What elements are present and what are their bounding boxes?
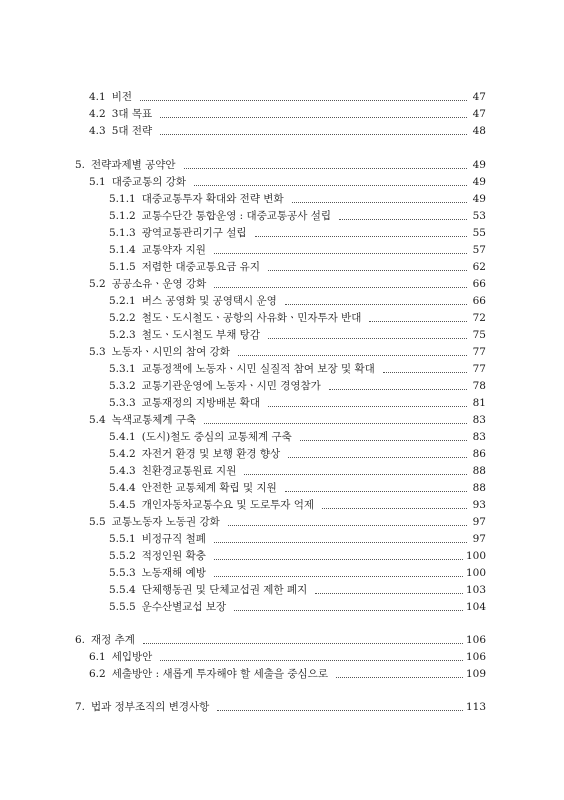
toc-page-number: 109 bbox=[465, 668, 486, 680]
toc-entry[interactable] bbox=[0, 276, 564, 292]
toc-leader bbox=[383, 371, 467, 373]
toc-entry[interactable] bbox=[0, 582, 564, 598]
toc-page-number: 66 bbox=[472, 278, 486, 290]
toc-number: 5.4.4 bbox=[109, 482, 136, 494]
toc-title: 5대 전략 bbox=[111, 125, 153, 137]
toc-leader bbox=[292, 201, 467, 203]
toc-number: 5.5.2 bbox=[109, 550, 136, 562]
toc-page-number: 88 bbox=[472, 482, 486, 494]
toc-page-number: 48 bbox=[472, 125, 486, 137]
toc-leader bbox=[285, 303, 467, 305]
toc-number: 5.4.2 bbox=[109, 448, 136, 460]
toc-leader bbox=[339, 218, 467, 220]
toc-entry[interactable] bbox=[0, 327, 564, 343]
toc-entry[interactable] bbox=[0, 242, 564, 258]
toc-entry[interactable] bbox=[0, 293, 564, 309]
toc-page-number: 104 bbox=[465, 601, 486, 613]
toc-number: 5. bbox=[75, 159, 86, 171]
toc-leader bbox=[255, 235, 468, 237]
toc-title: 노동재해 예방 bbox=[141, 567, 206, 579]
toc-title: 교통정책에 노동자ㆍ시민 실질적 참여 보장 및 확대 bbox=[141, 363, 375, 375]
toc-number: 5.2.1 bbox=[109, 295, 136, 307]
toc-title: 운수산별교섭 보장 bbox=[141, 601, 227, 613]
toc-number: 5.1.5 bbox=[109, 261, 136, 273]
toc-entry[interactable] bbox=[0, 463, 564, 479]
toc-title: 교통노동자 노동권 강화 bbox=[111, 516, 220, 528]
toc-leader bbox=[228, 524, 467, 526]
toc-page-number: 100 bbox=[465, 567, 486, 579]
toc-entry[interactable] bbox=[0, 361, 564, 377]
toc-leader bbox=[336, 676, 463, 678]
toc-title: 교통수단간 통합운영 : 대중교통공사 설립 bbox=[141, 210, 332, 222]
toc-page-number: 106 bbox=[465, 634, 486, 646]
toc-entry[interactable] bbox=[0, 157, 564, 173]
toc-title: 교통약자 지원 bbox=[141, 244, 206, 256]
toc-page-number: 93 bbox=[472, 499, 486, 511]
toc-leader bbox=[369, 320, 467, 322]
toc-number: 4.3 bbox=[89, 125, 106, 137]
toc-page-number: 100 bbox=[465, 550, 486, 562]
toc-title: 버스 공영화 및 공영택시 운영 bbox=[141, 295, 277, 307]
toc-number: 5.5 bbox=[89, 516, 106, 528]
toc-leader bbox=[184, 167, 467, 169]
toc-number: 7. bbox=[75, 701, 86, 713]
toc-page-number: 88 bbox=[472, 465, 486, 477]
toc-leader bbox=[140, 99, 467, 101]
toc-title: 대중교통투자 확대와 전략 변화 bbox=[141, 193, 284, 205]
toc-number: 5.3 bbox=[89, 346, 106, 358]
toc-leader bbox=[329, 388, 467, 390]
toc-title: 재정 추계 bbox=[91, 634, 135, 646]
toc-page-number: 47 bbox=[472, 108, 486, 120]
toc-number: 5.1 bbox=[89, 176, 106, 188]
toc-title: 철도ㆍ도시철도ㆍ공항의 사유화ㆍ민자투자 반대 bbox=[141, 312, 362, 324]
toc-title: 광역교통관리기구 설립 bbox=[141, 227, 247, 239]
toc-number: 5.4.5 bbox=[109, 499, 136, 511]
toc-entry[interactable] bbox=[0, 446, 564, 462]
toc-leader bbox=[214, 252, 467, 254]
toc-page-number: 78 bbox=[472, 380, 486, 392]
toc-title: 교통기관운영에 노동자ㆍ시민 경영참가 bbox=[141, 380, 321, 392]
toc-entry[interactable] bbox=[0, 497, 564, 513]
toc-entry[interactable] bbox=[0, 259, 564, 275]
toc-number: 5.5.3 bbox=[109, 567, 136, 579]
toc-entry[interactable] bbox=[0, 395, 564, 411]
toc-leader bbox=[268, 405, 467, 407]
toc-entry[interactable] bbox=[0, 649, 564, 665]
toc-number: 5.5.4 bbox=[109, 584, 136, 596]
toc-leader bbox=[315, 592, 463, 594]
toc-entry[interactable] bbox=[0, 310, 564, 326]
toc-number: 5.5.5 bbox=[109, 601, 136, 613]
toc-title: 세입방안 bbox=[111, 651, 153, 663]
toc-number: 6.2 bbox=[89, 668, 106, 680]
toc-number: 5.5.1 bbox=[109, 533, 136, 545]
toc-title: 철도ㆍ도시철도 부채 탕감 bbox=[141, 329, 260, 341]
toc-title: 공공소유ㆍ운영 강화 bbox=[111, 278, 207, 290]
toc-title: 법과 정부조직의 변경사항 bbox=[91, 701, 210, 713]
toc-page-number: 72 bbox=[472, 312, 486, 324]
toc-leader bbox=[143, 642, 463, 644]
toc-entry[interactable] bbox=[0, 225, 564, 241]
toc-leader bbox=[160, 133, 467, 135]
toc-page-number: 57 bbox=[472, 244, 486, 256]
toc-leader bbox=[288, 456, 467, 458]
toc-number: 5.4.1 bbox=[109, 431, 136, 443]
toc-page-number: 77 bbox=[472, 363, 486, 375]
toc-number: 5.1.1 bbox=[109, 193, 136, 205]
toc-title: 교통재정의 지방배분 확대 bbox=[141, 397, 260, 409]
toc-number: 6. bbox=[75, 634, 86, 646]
toc-entry[interactable] bbox=[0, 106, 564, 122]
toc-page-number: 75 bbox=[472, 329, 486, 341]
toc-number: 5.1.3 bbox=[109, 227, 136, 239]
toc-entry[interactable] bbox=[0, 699, 564, 715]
toc-number: 5.4 bbox=[89, 414, 106, 426]
toc-entry[interactable] bbox=[0, 208, 564, 224]
toc-page-number: 66 bbox=[472, 295, 486, 307]
toc-leader bbox=[234, 609, 463, 611]
toc-entry[interactable] bbox=[0, 599, 564, 615]
toc-number: 5.2.2 bbox=[109, 312, 136, 324]
toc-page-number: 49 bbox=[472, 159, 486, 171]
toc-leader bbox=[214, 558, 463, 560]
toc-number: 5.2.3 bbox=[109, 329, 136, 341]
toc-entry[interactable] bbox=[0, 344, 564, 360]
toc-number: 5.2 bbox=[89, 278, 106, 290]
toc-page-number: 55 bbox=[472, 227, 486, 239]
toc-page-number: 83 bbox=[472, 414, 486, 426]
toc-title: 자전거 환경 및 보행 환경 향상 bbox=[141, 448, 281, 460]
toc-entry[interactable] bbox=[0, 632, 564, 648]
toc-leader bbox=[244, 473, 467, 475]
toc-page-number: 49 bbox=[472, 176, 486, 188]
toc-number: 5.3.3 bbox=[109, 397, 136, 409]
toc-page-number: 47 bbox=[472, 91, 486, 103]
toc-entry[interactable] bbox=[0, 89, 564, 105]
toc-leader bbox=[285, 490, 467, 492]
toc-page-number: 49 bbox=[472, 193, 486, 205]
toc-entry[interactable] bbox=[0, 378, 564, 394]
toc-page-number: 97 bbox=[472, 516, 486, 528]
toc-number: 4.2 bbox=[89, 108, 106, 120]
toc-leader bbox=[160, 116, 467, 118]
toc-number: 5.1.4 bbox=[109, 244, 136, 256]
toc-title: 노동자ㆍ시민의 참여 강화 bbox=[111, 346, 230, 358]
toc-entry[interactable] bbox=[0, 531, 564, 547]
toc-page-number: 103 bbox=[465, 584, 486, 596]
toc-leader bbox=[217, 709, 463, 711]
toc-title: 3대 목표 bbox=[111, 108, 153, 120]
toc-entry[interactable] bbox=[0, 429, 564, 445]
toc-title: 전략과제별 공약안 bbox=[91, 159, 176, 171]
toc-title: 적정인원 확충 bbox=[141, 550, 206, 562]
toc-leader bbox=[194, 184, 467, 186]
toc-title: 안전한 교통체계 확립 및 지원 bbox=[141, 482, 277, 494]
toc-entry[interactable] bbox=[0, 666, 564, 682]
toc-page-number: 83 bbox=[472, 431, 486, 443]
toc-number: 5.3.1 bbox=[109, 363, 136, 375]
toc-number: 6.1 bbox=[89, 651, 106, 663]
toc-title: 녹색교통체계 구축 bbox=[111, 414, 197, 426]
toc-title: 단체행동권 및 단체교섭권 제한 폐지 bbox=[141, 584, 308, 596]
toc-page-number: 113 bbox=[465, 701, 486, 713]
toc-title: 대중교통의 강화 bbox=[111, 176, 187, 188]
toc-entry[interactable] bbox=[0, 191, 564, 207]
toc-title: 비전 bbox=[111, 91, 132, 103]
toc-entry[interactable] bbox=[0, 514, 564, 530]
toc-entry[interactable] bbox=[0, 412, 564, 428]
toc-entry[interactable] bbox=[0, 123, 564, 139]
toc-title: (도시)철도 중심의 교통체계 구축 bbox=[141, 431, 292, 443]
toc-title: 친환경교통원료 지원 bbox=[141, 465, 237, 477]
toc-leader bbox=[214, 541, 467, 543]
toc-title: 비정규직 철폐 bbox=[141, 533, 206, 545]
toc-entry[interactable] bbox=[0, 480, 564, 496]
toc-number: 5.3.2 bbox=[109, 380, 136, 392]
toc-number: 5.1.2 bbox=[109, 210, 136, 222]
toc-leader bbox=[160, 659, 463, 661]
toc-page-number: 81 bbox=[472, 397, 486, 409]
toc-leader bbox=[214, 286, 467, 288]
toc-title: 세출방안 : 새롭게 투자해야 할 세출을 중심으로 bbox=[111, 668, 328, 680]
toc-page-number: 106 bbox=[465, 651, 486, 663]
toc-leader bbox=[238, 354, 467, 356]
toc-number: 5.4.3 bbox=[109, 465, 136, 477]
toc-leader bbox=[300, 439, 467, 441]
toc-title: 개인자동차교통수요 및 도로투자 억제 bbox=[141, 499, 315, 511]
toc-entry[interactable] bbox=[0, 565, 564, 581]
toc-page-number: 62 bbox=[472, 261, 486, 273]
toc-leader bbox=[214, 575, 463, 577]
toc-entry[interactable] bbox=[0, 174, 564, 190]
toc-leader bbox=[268, 337, 467, 339]
toc-title: 저렴한 대중교통요금 유지 bbox=[141, 261, 260, 273]
toc-page-number: 77 bbox=[472, 346, 486, 358]
toc-page-number: 97 bbox=[472, 533, 486, 545]
toc-page-number: 86 bbox=[472, 448, 486, 460]
toc-number: 4.1 bbox=[89, 91, 106, 103]
toc-leader bbox=[204, 422, 467, 424]
toc-leader bbox=[268, 269, 467, 271]
toc-page-number: 53 bbox=[472, 210, 486, 222]
toc-leader bbox=[322, 507, 467, 509]
toc-entry[interactable] bbox=[0, 548, 564, 564]
